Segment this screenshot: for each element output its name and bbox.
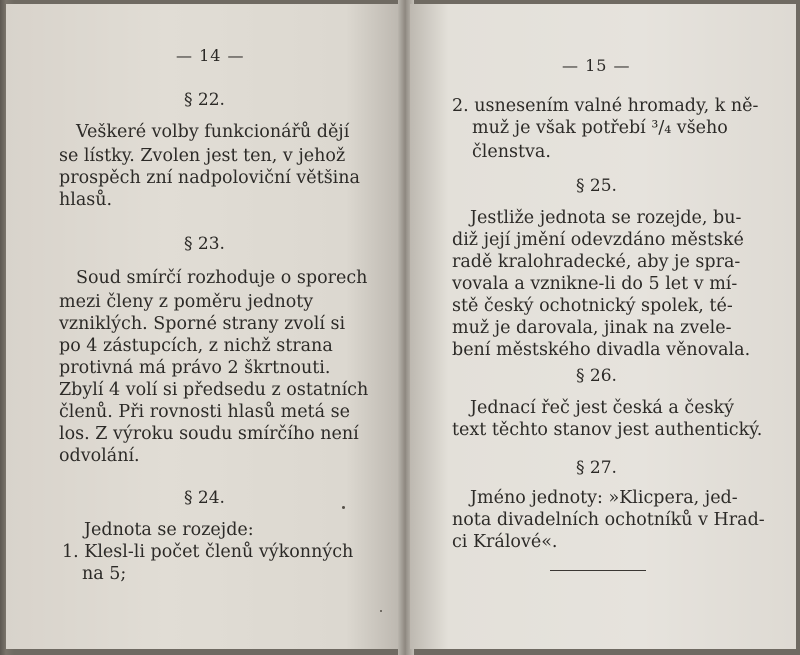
text-line: se lístky. Zvolen jest ten, v jehož	[59, 146, 346, 166]
text-line: vzniklých. Sporné strany zvolí si	[59, 314, 346, 334]
paper-speck	[380, 610, 382, 612]
text-line: Jméno jednoty: »Klicpera, jed-	[470, 488, 738, 508]
text-line: 1. Klesl-li počet členů výkonných	[62, 542, 354, 562]
text-line: text těchto stanov jest authentický.	[452, 420, 763, 440]
text-line: prospěch zní nadpoloviční většina	[59, 168, 360, 188]
text-line: hlasů.	[59, 190, 113, 210]
text-line: muž je darovala, jinak na zvele-	[452, 318, 732, 338]
text-line: nota divadelních ochotníků v Hrad-	[452, 510, 765, 530]
text-line: stě český ochotnický spolek, té-	[452, 296, 733, 316]
text-line: po 4 zástupcích, z nichž strana	[59, 336, 333, 356]
text-line: protivná má právo 2 škrtnouti.	[59, 358, 331, 378]
text-line: členstva.	[472, 142, 551, 162]
text-line: Jednota se rozejde:	[84, 520, 254, 540]
text-line: odvolání.	[59, 446, 140, 466]
text-line: vovala a vznikne-li do 5 let v mí-	[452, 274, 738, 294]
text-line: Soud smírčí rozhoduje o sporech	[76, 268, 368, 288]
text-line: radě kralohradecké, aby je spra-	[452, 252, 741, 272]
end-rule	[550, 570, 646, 571]
text-line: Zbylí 4 volí si předsedu z ostatních	[59, 380, 369, 400]
section-heading-24: § 24.	[184, 488, 225, 508]
text-line: na 5;	[82, 564, 127, 584]
text-line: muž je však potřebí ³/₄ všeho	[472, 118, 728, 138]
paper-speck	[342, 506, 345, 509]
text-line: mezi členy z poměru jednoty	[59, 292, 314, 312]
section-heading-26: § 26.	[576, 366, 617, 386]
text-line: los. Z výroku soudu smírčího není	[59, 424, 359, 444]
section-heading-23: § 23.	[184, 234, 225, 254]
section-heading-25: § 25.	[576, 176, 617, 196]
text-line: členů. Při rovnosti hlasů metá se	[59, 402, 350, 422]
page-number-left: — 14 —	[176, 46, 245, 65]
left-page	[6, 4, 406, 649]
text-line: Jestliže jednota se rozejde, bu-	[470, 208, 742, 228]
page-number-right: — 15 —	[562, 56, 631, 75]
text-line: 2. usnesením valné hromady, k ně-	[452, 96, 759, 116]
text-line: diž její jmění odevzdáno městské	[452, 230, 744, 250]
text-line: ci Králové«.	[452, 532, 558, 552]
text-line: Veškeré volby funkcionářů dějí	[76, 122, 350, 142]
text-line: Jednací řeč jest česká a český	[470, 398, 735, 418]
section-heading-27: § 27.	[576, 458, 617, 478]
text-line: bení městského divadla věnovala.	[452, 340, 751, 360]
section-heading-22: § 22.	[184, 90, 225, 110]
right-page	[410, 4, 796, 649]
